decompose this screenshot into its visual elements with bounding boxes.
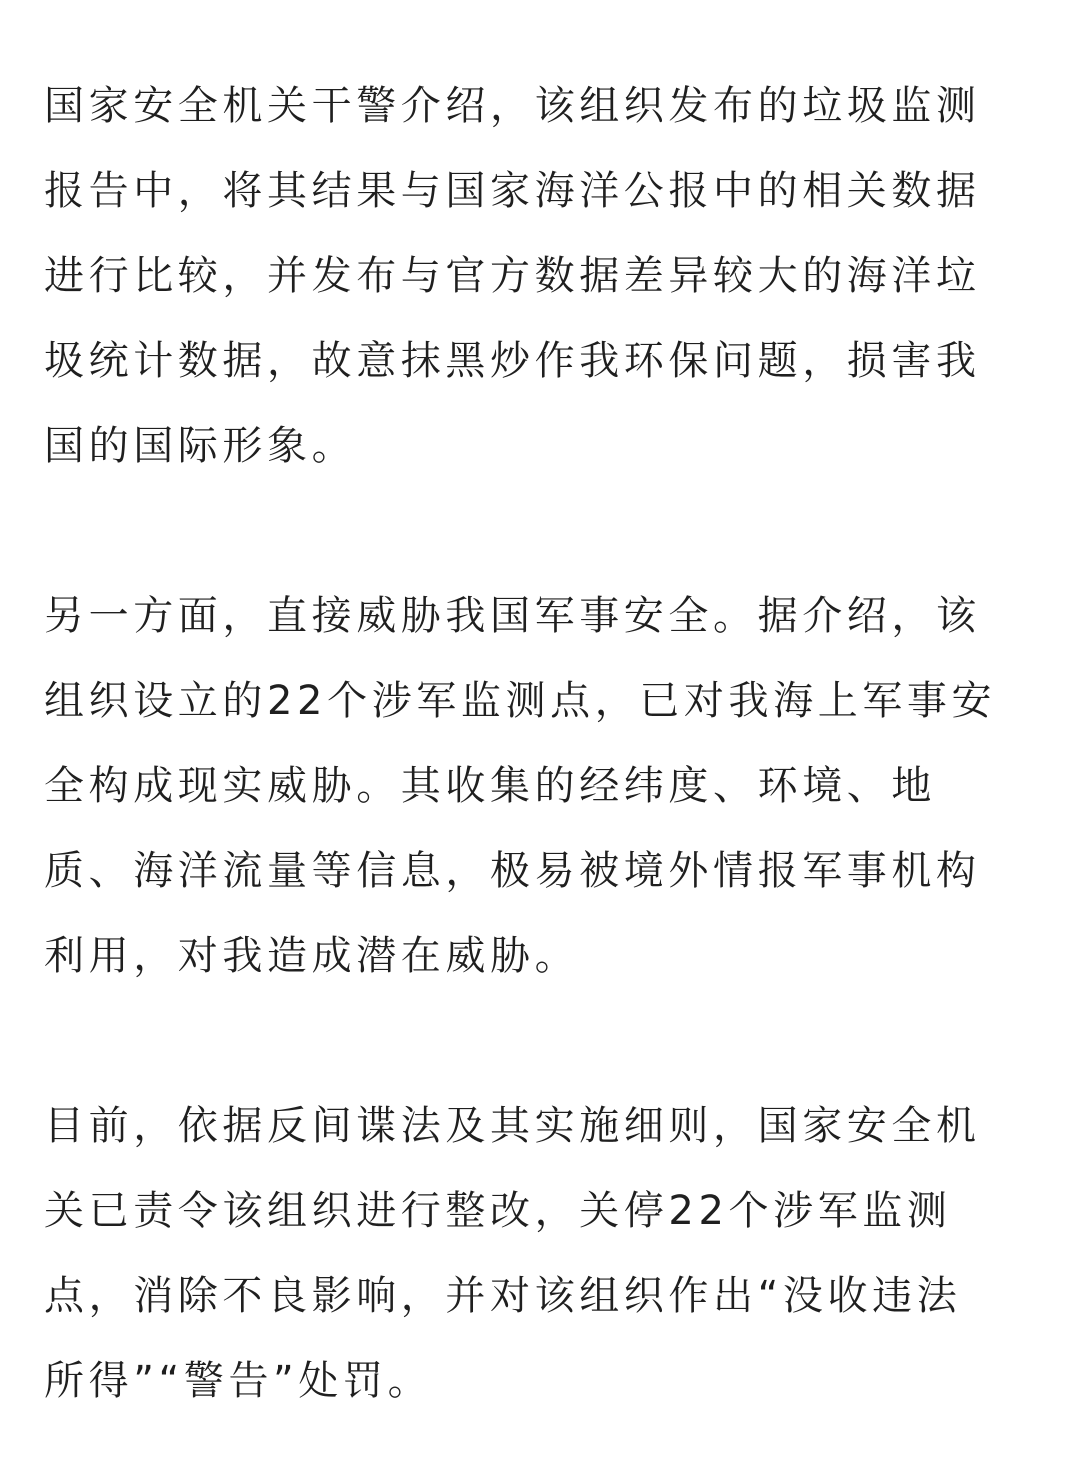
paragraph-3 (44, 1084, 1036, 1424)
text-line: 另一方面，直接威胁我国军事安全。据介绍，该 (44, 593, 981, 639)
text-line: 利用，对我造成潜在威胁。 (44, 933, 580, 979)
article-body (44, 64, 1036, 1424)
text-line: 关已责令该组织进行整改，关停22个涉军监测 (44, 1188, 952, 1234)
text-line: 目前，依据反间谍法及其实施细则，国家安全机 (44, 1103, 981, 1149)
text-line: 组织设立的22个涉军监测点，已对我海上军事安 (44, 678, 997, 724)
paragraph-1 (44, 64, 1036, 489)
text-line: 质、海洋流量等信息，极易被境外情报军事机构 (44, 848, 981, 894)
text-line: 全构成现实威胁。其收集的经纬度、环境、地 (44, 763, 936, 809)
text-line: 圾统计数据，故意抹黑炒作我环保问题，损害我 (44, 338, 981, 384)
text-line: 报告中，将其结果与国家海洋公报中的相关数据 (44, 168, 981, 214)
text-line: 所得”“警告”处罚。 (44, 1358, 433, 1404)
text-line: 点，消除不良影响，并对该组织作出“没收违法 (44, 1273, 962, 1319)
text-line: 国家安全机关干警介绍，该组织发布的垃圾监测 (44, 83, 981, 129)
text-line: 进行比较，并发布与官方数据差异较大的海洋垃 (44, 253, 981, 299)
paragraph-2 (44, 574, 1036, 999)
text-line: 国的国际形象。 (44, 423, 357, 469)
